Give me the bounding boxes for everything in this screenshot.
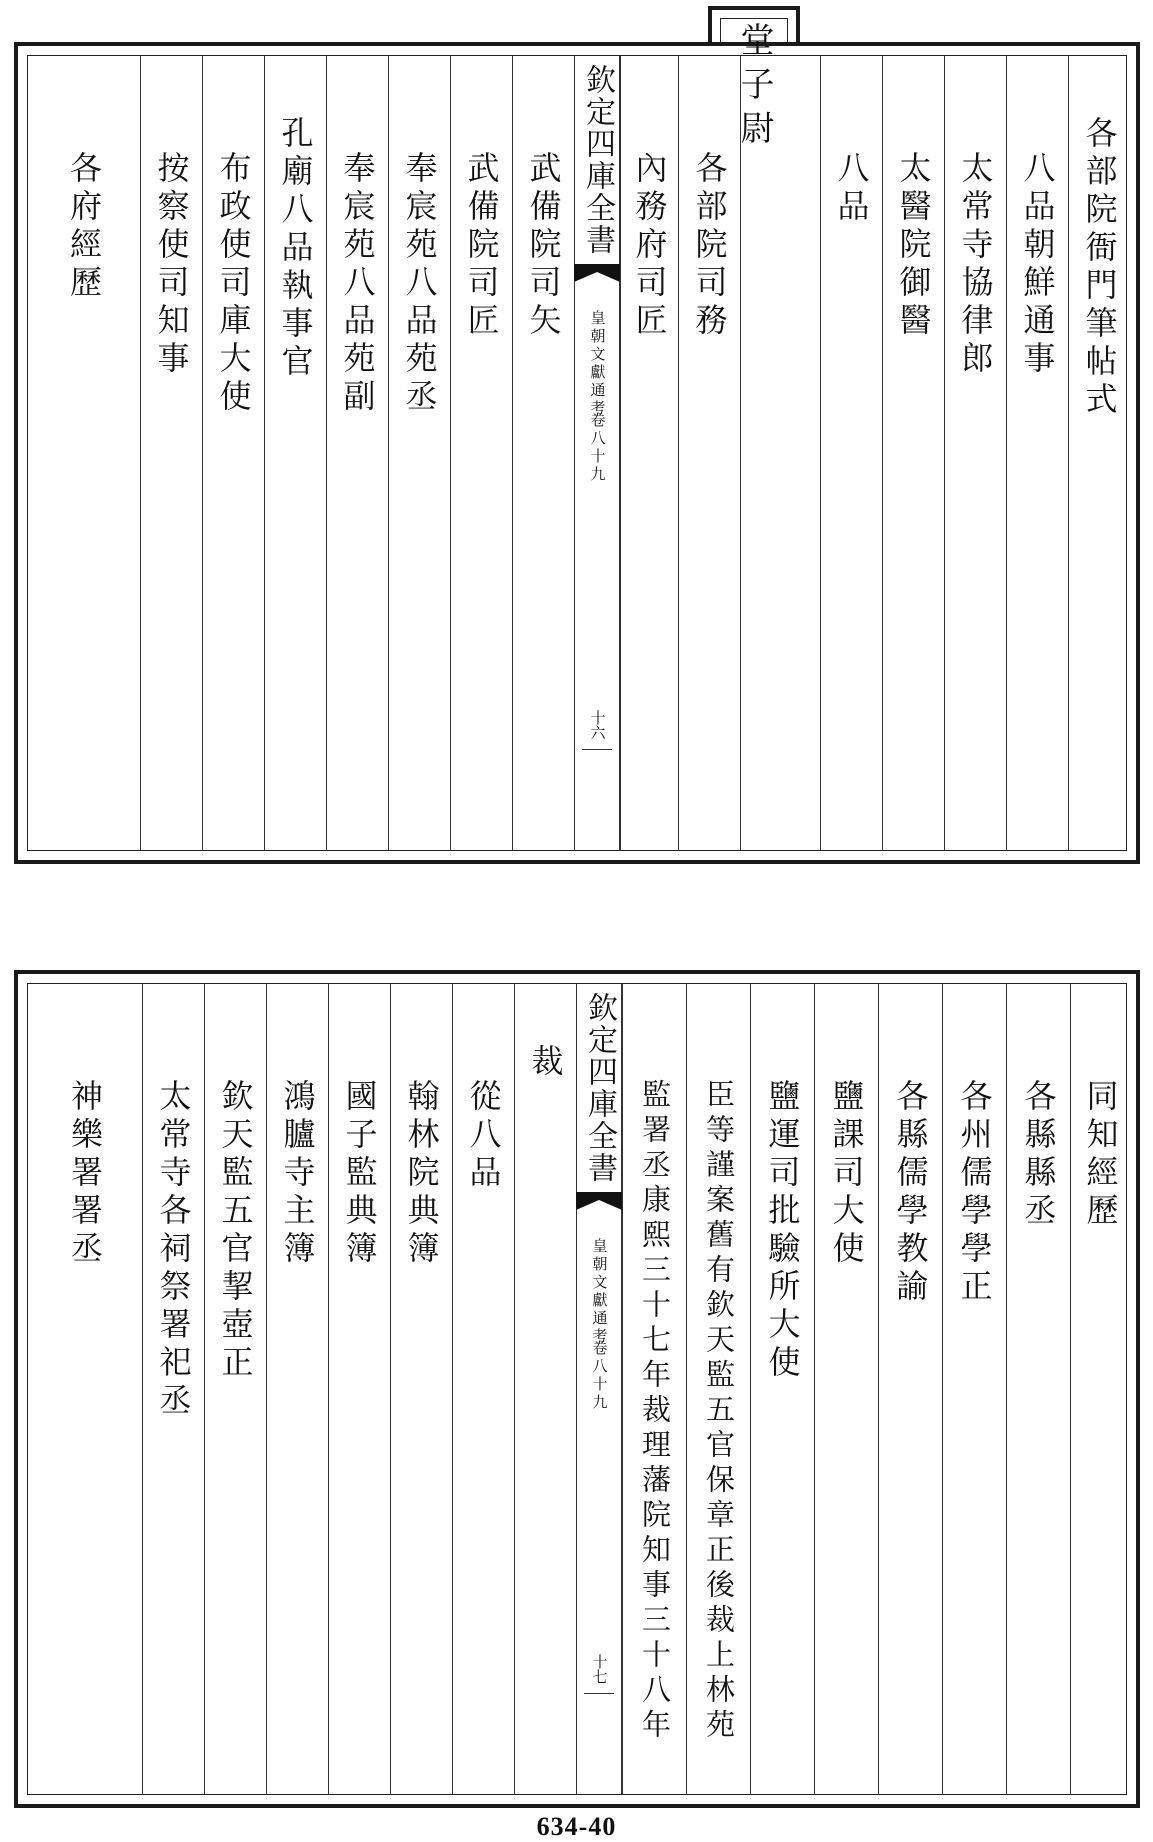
- column-text: 內務府司匠: [630, 151, 669, 341]
- column-text: 布政使司庫大使: [214, 151, 253, 417]
- leaf-rule: [584, 1693, 614, 1694]
- bottom-column: [622, 984, 686, 1794]
- column-text: 鹽運司批驗所大使: [763, 1079, 802, 1383]
- bottom-page-frame: [27, 983, 1127, 1795]
- column-text: 鴻臚寺主簿: [278, 1079, 317, 1269]
- top-column: [1006, 56, 1068, 850]
- top-page-frame: [27, 55, 1127, 851]
- bottom-column: [142, 984, 204, 1794]
- top-column: [1068, 56, 1130, 850]
- column-text: 八品: [832, 151, 871, 227]
- column-text: 太醫院御醫: [894, 151, 933, 341]
- column-text: 翰林院典簿: [402, 1079, 441, 1269]
- bottom-column: [390, 984, 452, 1794]
- library-title: 欽定四庫全書: [580, 64, 615, 256]
- ear-title: 堂子尉: [734, 22, 774, 154]
- top-column: [882, 56, 944, 850]
- column-text: 各州儒學學正: [955, 1079, 994, 1307]
- column-text: 各縣儒學教諭: [891, 1079, 930, 1307]
- column-text: 同知經歷: [1081, 1079, 1120, 1231]
- top-column: [450, 56, 512, 850]
- book-title: 皇朝文獻通考: [588, 310, 607, 418]
- bottom-column: [514, 984, 576, 1794]
- top-column: [202, 56, 264, 850]
- column-text: 武備院司匠: [462, 151, 501, 341]
- column-text: 從八品: [464, 1079, 503, 1193]
- volume-number: 卷八十九: [590, 1340, 609, 1412]
- column-text: 各部院衙門筆帖式: [1080, 116, 1119, 420]
- leaf-number: 十六: [588, 710, 607, 740]
- column-text: 八品朝鮮通事: [1018, 151, 1057, 379]
- bottom-column: [452, 984, 514, 1794]
- column-text: 國子監典簿: [340, 1079, 379, 1269]
- column-text: 太常寺各祠祭署祀丞: [154, 1079, 193, 1421]
- column-text: 裁: [526, 1044, 565, 1082]
- bottom-column: [750, 984, 814, 1794]
- center-fold: [574, 56, 620, 850]
- book-title: 皇朝文獻通考: [590, 1238, 609, 1346]
- top-column: [28, 56, 140, 850]
- column-text: 太常寺協律郎: [956, 151, 995, 379]
- column-text: 各府經歷: [65, 151, 103, 303]
- top-column: [512, 56, 574, 850]
- bottom-column: [328, 984, 390, 1794]
- top-page: [14, 42, 1140, 864]
- column-text: 武備院司矢: [524, 151, 563, 341]
- bottom-column: [1006, 984, 1070, 1794]
- bottom-column: [686, 984, 750, 1794]
- top-column: [264, 56, 326, 850]
- column-text: 監署丞康熙三十七年裁理藩院知事三十八年: [638, 1079, 672, 1744]
- bottom-column: [942, 984, 1006, 1794]
- top-column: [140, 56, 202, 850]
- top-column: [326, 56, 388, 850]
- column-text: 神樂署署丞: [66, 1079, 104, 1269]
- column-text: 欽天監五官挈壺正: [216, 1079, 255, 1383]
- column-text: 孔廟八品執事官: [276, 116, 315, 382]
- column-text: 各部院司務: [690, 151, 729, 341]
- bottom-column: [1070, 984, 1130, 1794]
- bottom-column: [266, 984, 328, 1794]
- ear-column: [718, 16, 790, 876]
- column-text: 臣等謹案舊有欽天監五官保章正後裁上林苑: [702, 1079, 736, 1744]
- column-text: 鹽課司大使: [827, 1079, 866, 1269]
- top-column: [944, 56, 1006, 850]
- bottom-column: [28, 984, 142, 1794]
- top-column: [820, 56, 882, 850]
- bottom-column: [814, 984, 878, 1794]
- column-text: 奉宸苑八品苑副: [338, 151, 377, 417]
- page-number: 634-40: [536, 1812, 617, 1841]
- bottom-column: [878, 984, 942, 1794]
- top-column: [620, 56, 678, 850]
- bottom-page: [14, 970, 1140, 1808]
- library-title: 欽定四庫全書: [582, 992, 617, 1184]
- center-fold: [576, 984, 622, 1794]
- leaf-number: 十七: [590, 1654, 609, 1684]
- column-text: 按察使司知事: [152, 151, 191, 379]
- volume-number: 卷八十九: [588, 412, 607, 484]
- column-text: 各縣縣丞: [1019, 1079, 1058, 1231]
- top-column: [388, 56, 450, 850]
- fish-tail-ornament: [574, 264, 620, 290]
- column-text: 奉宸苑八品苑丞: [400, 151, 439, 417]
- fish-tail-ornament: [576, 1192, 622, 1218]
- bottom-column: [204, 984, 266, 1794]
- leaf-rule: [582, 749, 612, 750]
